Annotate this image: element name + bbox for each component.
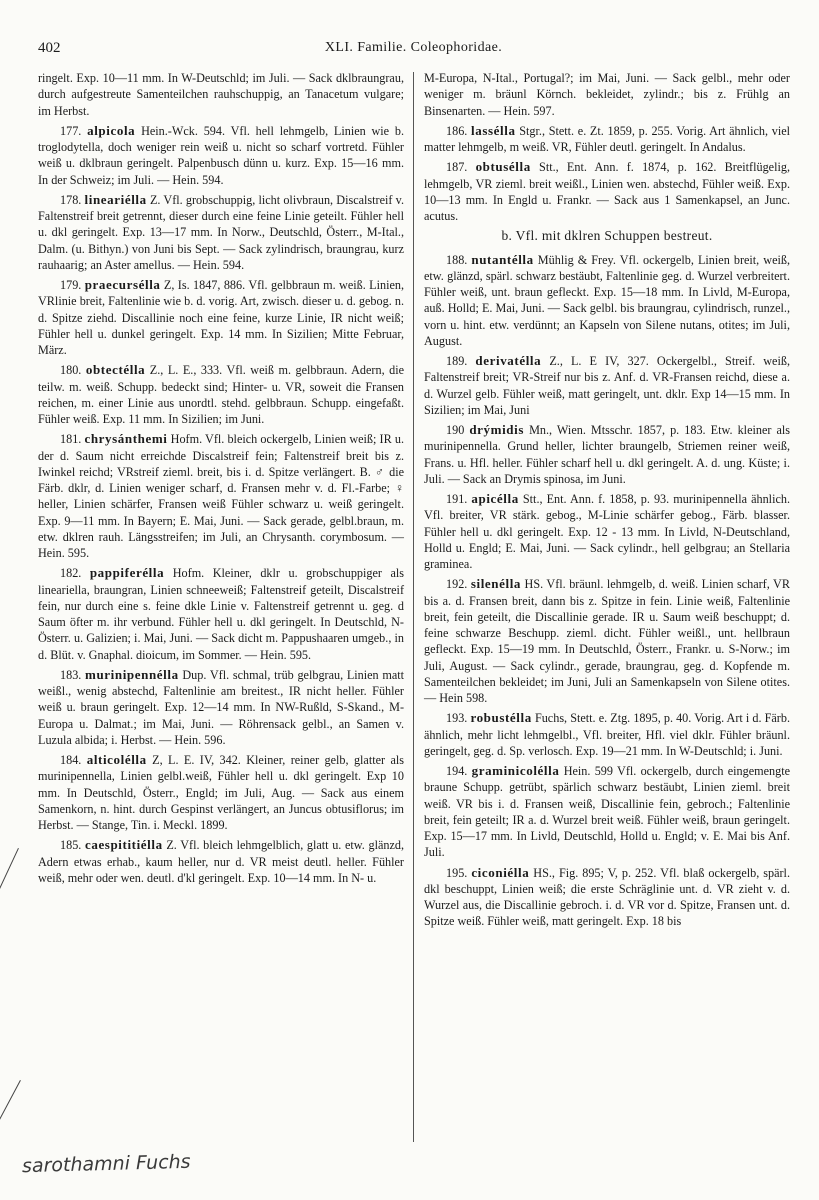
running-title: XLI. Familie. Coleophoridae. (324, 40, 503, 55)
species-name: pappiferélla (89, 565, 165, 581)
species-entry (424, 252, 790, 350)
entry-description: Stgr., Stett. e. Zt. 1859, p. 255. Vorig. Art ähnlich, viel matter lehmgelb, m weiß. VR, Fühler deutl. geringelt. In Andalus. (424, 123, 791, 154)
species-name: caespititiélla (84, 837, 163, 853)
species-entry (424, 865, 790, 930)
entry-number: 194. (446, 764, 468, 778)
handwritten-margin-stroke (0, 848, 19, 901)
entry-description: Z, L. E. IV, 342. Kleiner, reiner gelb, glatter als murinipennella, Linien gelbl.weiß, Fühler hell u. dkl geringelt. Exp 10 mm. In Deutschld, Österr., Engld; im Juli, Aug. — Sack aus einem Samenkorn, n. hint. durch Gespinst verlängert, an Juncus obtusiflorus; im Herbst. — Stange, Tin. i. Meckl. 1899. (38, 753, 404, 832)
species-entry (38, 667, 404, 748)
page-header (38, 40, 789, 60)
entry-number: 188. (446, 252, 468, 267)
entry-description: Stt., Ent. Ann. f. 1874, p. 162. Breitflügelig, lehmgelb, VR zieml. breit weißl., Linien wen. abstechd, Fühler weiß. Exp. 10—13 mm. In Engld u. Frankr. — Sack aus 1 Samenkapsel, an Junc. acutus. (424, 160, 790, 223)
entry-number: 180. (60, 363, 82, 378)
species-name: silenélla (470, 576, 522, 592)
entry-description: HS. Vfl. bräunl. lehmgelb, d. weiß. Linien scharf, VR bis a. d. Fransen breit, dann bis z. Spitze in fein. Linie weiß, Faltenlinie breit, fein geteilt, die Discallinie gerade. IR u. Saum weiß beschuppt; d. feine schwarze Beschupp. zieml. dicht. Fühler weißl., unt. hellbraun gefleckt. Exp. 15—19 mm. In Deutschld, Österr., Frankr. u. S-Norw.; im Juli, August. — Sack cylindr., gerade, braungrau, geg. d. Kopfende m. Samenteilchen bekleidet; im Juni, Juli an Samenkapseln von Silene otites. — Hein 598. (424, 577, 790, 705)
species-entry (38, 837, 404, 886)
species-name: obtectélla (85, 362, 146, 378)
species-name: murinipennélla (85, 666, 179, 682)
entry-description: M-Europa, N-Ital., Portugal?; im Mai, Juni. — Sack gelbl., mehr oder weniger m. bräunl Körnch. bekleidet, zylindr.; bis z. Frühlg an Binsenarten. — Hein. 597. (424, 71, 790, 118)
species-name: obtusélla (475, 159, 531, 175)
entry-number: 190 (446, 423, 465, 437)
entry-description: Hein. 599 Vfl. ockergelb, durch eingemengte braune Schupp. getrübt, spärlich schwarz bestäubt, Linien zieml. breit weiß. VR bis i. d. Fransen weiß, Discallinie fein, gebroch.; Faltenlinie breit, fein geteilt; IR a. d. Wurzel breit weiß. Fühler weiß, braun geringelt. Exp. 15—17 mm. In Livld, Deutschld, Holld u. Engld; v. E. Mai bis Anf. Juli. (424, 764, 790, 860)
entry-description: Z., L. E., 333. Vfl. weiß m. gelbbraun. Adern, die teilw. m. weiß. Schupp. bedeckt sind; Hinter- u. VR, soweit die Fransen reichen, m. einer Linie aus unordtl. stehd. gelbbraun. Schupp. eingefaßt. Fühler weiß. Exp. 11 mm. In Sizilien; im Juni. (38, 363, 405, 426)
species-name: derivatélla (475, 353, 542, 368)
entry-description: Hofm. Vfl. bleich ockergelb, Linien weiß; IR u. der d. Saum nicht erreichde Discalstreif fein; Faltenstreif breit bis z. Iwinkel reichd; VRstreif zieml. breit, bis i. d. Spitze verlängert. B. ♂ die Färb. dklr, d. Linien weniger scharf, d. Fransen mehr v. d. Fl.-Farbe; ♀ heller, Linien schärfer, Fransen weiß Fühler schwarz u. weiß geringelt. Exp. 9—11 mm. In Bayern; E. Mai, Juni. — Sack gerade, gelbl.braun, m. etw. dklren rauh. Längsstreifen; im Juli, an Chrysanth. corymbosum. — Hein. 595. (38, 432, 405, 560)
entry-description: Mn., Wien. Mtsschr. 1857, p. 183. Etw. kleiner als murinipennella. Grund heller, lichter braungelb, Striemen reiner weiß, Frans. u. Hfl. heller. Fühler scharf hell u. dkl geringelt. A. d. ung. Küste; i. Juli. — Sack an Drymis spinosa, im Juni. (424, 423, 791, 486)
species-entry (38, 431, 404, 561)
species-name: nutantélla (471, 251, 534, 267)
species-entry (38, 70, 404, 119)
species-name: lassélla (471, 122, 516, 138)
entry-number: 186. (446, 123, 468, 138)
species-name: drýmidis (469, 422, 524, 437)
species-entry (424, 763, 790, 861)
species-name: apicélla (471, 491, 519, 506)
species-entry (424, 491, 790, 572)
species-entry (424, 159, 790, 224)
entry-number: 191. (446, 492, 468, 506)
entry-number: 193. (446, 711, 468, 726)
entry-description: Dup. Vfl. schmal, trüb gelbgrau, Linien matt weißl., wenig abstechd, Faltenlinie am breitest., IR nicht heller. Fühler weiß u. braun geringelt. Exp. 12—14 mm. In NW-Rußld, S-Skand., M-Europa u. Dalmat.; im Mai, Juni. — Röhrensack gelbl., an Samen v. Luzula albida; i. Herbst. — Hein. 596. (38, 667, 405, 747)
left-column (38, 70, 404, 890)
entry-number: 177. (60, 123, 82, 138)
entry-number: 189. (446, 354, 468, 368)
species-entry (424, 576, 790, 706)
species-entry (38, 565, 404, 663)
entry-description: Z, Is. 1847, 886. Vfl. gelbbraun m. weiß. Linien, VRlinie breit, Faltenlinie wie b. d. vorig. Art, zwisch. dieser u. d. gebog. n. d. Spitze ziehd. Discallinie noch eine feine, kurze Linie, IR nicht weiß; Fühler hell u. dunkel geringelt. Exp. 14 mm. In Sizilien; Mitte Februar, März. (38, 278, 405, 357)
entry-number: 178. (60, 192, 82, 207)
entry-number: 187. (446, 160, 468, 175)
entry-description: Hein.-Wck. 594. Vfl. hell lehmgelb, Linien wie b. troglodytella, doch weniger rein weiß u. nicht so scharf vortretd. Fühler weiß u. dklbraun geringelt. Palpenbusch dünn u. kurz. Exp. 15—16 mm. In der Schweiz; im Juli. — Hein. 594. (38, 123, 405, 187)
species-entry (38, 192, 404, 273)
entry-description: Z., L. E IV, 327. Ockergelbl., Streif. weiß, Faltenstreif breit; VR-Streif nur bis z. Anf. d. VR-Fransen reichd, diese a. d. Wurzel gelb. Fühler weiß, matt geringelt, unt. dklr. Exp 14—15 mm. In Sizilien; im Mai, Juni (424, 354, 790, 417)
entry-description: ringelt. Exp. 10—11 mm. In W-Deutschld; im Juli. — Sack dklbraungrau, durch aufgestreute Samenteilchen rauhschuppig, an Tanacetum vulgare; im Herbst. (38, 71, 404, 118)
species-name: alticolélla (86, 752, 147, 767)
entry-number: 184. (60, 753, 82, 767)
species-entry (38, 277, 404, 358)
species-entry (38, 123, 404, 188)
species-name: ciconiélla (471, 864, 530, 880)
species-entry (424, 123, 790, 156)
entry-description: Mühlig & Frey. Vfl. ockergelb, Linien breit, weiß, etw. glänzd, spärl. schwarz bestäubt, Faltenlinie geg. d. Wurzel verbreitert. Fühler weiß, unt. braun gefleckt. Exp. 15—18 mm. In Livld, M-Europa, auß. Holld; E. Mai, Juni. — Sack gelbl. bis braungrau, cylindrisch, runzel., vorn u. hint. etw. verdünnt; an Kapseln von Silene nutans, otites; im Juli, August. (424, 252, 791, 348)
entry-description: Fuchs, Stett. e. Ztg. 1895, p. 40. Vorig. Art i d. Färb. ähnlich, mehr licht lehmgelbl., Vfl. breiter, Hfl. viel dklr. Fühler bräunl. geringelt, geg. d. Sp. verlosch. Exp. 19—21 mm. In W-Deutschld; i. Juni. (424, 711, 791, 758)
entry-description: Z. Vfl. grobschuppig, licht olivbraun, Discalstreif v. Faltenstreif breit getrennt, dieser durch eine feine Linie geteilt. Fühler hell u. dkl geringelt. Exp. 13—17 mm. In Norw., Deutschld, Österr., M-Ital., Dalm. (u. Bithyn.) von Juni bis Sept. — Sack zylindrisch, braungrau, kurz rauhaarig; an Aster amellus. — Hein. 594. (38, 192, 405, 272)
species-name: robustélla (470, 710, 532, 726)
species-entry (38, 752, 404, 833)
species-name: lineariélla (84, 191, 147, 207)
species-name: chrysánthemi (84, 431, 168, 447)
species-entry (424, 353, 790, 418)
entry-description: HS., Fig. 895; V, p. 252. Vfl. blaß ockergelb, spärl. dkl beschuppt, Linien weiß; die erste Schräglinie unt. d. VR zieht v. d. Wurzel aus, die Discallinie gebroch. i. d. VR vor d. Spitze, Fransen unt. d. Spitze weiß. Fühler weiß, matt geringelt. Exp. 18 bis (424, 865, 790, 929)
entry-number: 181. (60, 432, 82, 447)
handwritten-margin-note: sarothamni Fuchs (21, 1150, 191, 1178)
page-number: 402 (38, 40, 61, 56)
section-heading: b. Vfl. mit dklren Schuppen bestreut. (501, 228, 713, 244)
entry-number: 183. (60, 667, 82, 682)
species-entry (38, 362, 404, 427)
entry-number: 185. (60, 838, 82, 853)
handwritten-margin-stroke (0, 1080, 21, 1133)
entry-number: 195. (446, 865, 468, 880)
species-name: praecursélla (84, 277, 161, 292)
entry-description: Z. Vfl. bleich lehmgelblich, glatt u. etw. glänzd, Adern etwas erhab., kaum heller, nur d. VR meist deutl. heller. Fühler weiß, mehr oder wen. deutl. d'kl geringelt. Exp. 10—14 mm. In N- u. (38, 838, 405, 885)
entry-number: 179. (60, 278, 82, 292)
right-column (424, 70, 790, 934)
species-entry (424, 422, 790, 487)
column-divider (413, 72, 414, 1142)
species-entry (424, 70, 790, 119)
entry-number: 182. (60, 566, 82, 581)
entry-description: Hofm. Kleiner, dklr u. grobschuppiger als lineariella, braungran, Linien schneeweiß; Faltenstreif geteilt, Discalstreif fein, nur durch eine s. feine dkle Linie v. Faltenstreif getrennt u. geg. d Saum öfter m. ihr verbund. Fühler hell u. dkl geringelt. In Deutschld, N-Österr. u. Galizien; i. Mai, Juni. — Sack dicht m. Pappushaaren umgeb., in d. Blüt. v. Gnaphal. dioicum, im Sommer. — Hein. 595. (38, 566, 404, 662)
entry-description: Stt., Ent. Ann. f. 1858, p. 93. murinipennella ähnlich. Vfl. breiter, VR stärk. gebog., M-Linie schärfer gebog., Färb. blasser. Fühler hell u. dkl geringelt. Exp. 12 - 13 mm. In Livld, N-Deutschland, Holld u. Engld; E. Mai, Juni. — Sack cylindr., hell gelbgrau; an Stellaria graminea. (424, 492, 791, 571)
species-entry (424, 710, 790, 759)
species-name: alpicola (87, 122, 136, 138)
species-name: graminicolélla (471, 763, 560, 778)
entry-number: 192. (446, 577, 468, 592)
